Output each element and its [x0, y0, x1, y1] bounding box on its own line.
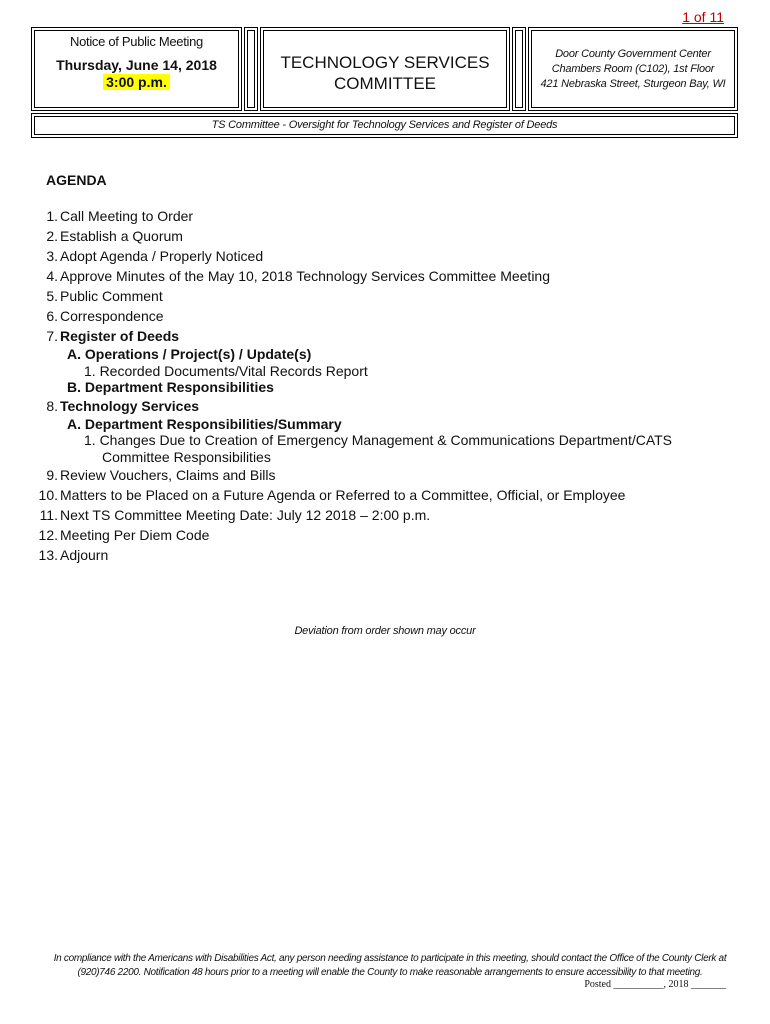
agenda-heading: AGENDA [46, 172, 107, 188]
agenda-item: 8. Technology Services [46, 397, 200, 414]
meeting-time: 3:00 p.m. [103, 74, 170, 90]
agenda-subsubitem: 1. Changes Due to Creation of Emergency Management & Communications Department/CATS [84, 432, 673, 448]
agenda-subitem: A. Operations / Project(s) / Update(s) [67, 346, 312, 362]
agenda-item: 9. Review Vouchers, Claims and Bills [46, 467, 276, 483]
notice-label: Notice of Public Meeting [70, 34, 203, 49]
agenda-item: 1. Call Meeting to Order [46, 208, 194, 224]
location-box [528, 27, 738, 111]
agenda-subitem: B. Department Responsibilities [67, 379, 274, 395]
agenda-item: 5. Public Comment [46, 288, 163, 304]
ada-notice: In compliance with the Americans with Disabilities Act, any person needing assistance to participate in this meeting, should contact the Office of the County Clerk at (920)746 2200. Notification 48 hours prior to a meeting will enable the County to make reasonable arrangements to ensure accessibility to that meeting. [53, 953, 727, 978]
header-divider [244, 27, 258, 111]
committee-title: TECHNOLOGY SERVICES COMMITTEE [280, 53, 490, 93]
agenda-item: 12. Meeting Per Diem Code [38, 527, 210, 543]
agenda-item: 6. Correspondence [46, 308, 164, 324]
agenda-list [34, 206, 734, 565]
posted-line: Posted __________, 2018 _______ [584, 979, 726, 990]
agenda-item: 4. Approve Minutes of the May 10, 2018 Technology Services Committee Meeting [46, 268, 550, 284]
committee-box [260, 27, 510, 111]
committee-subtitle-bar [31, 113, 738, 138]
agenda-item: 7. Register of Deeds [46, 328, 180, 344]
meeting-header [31, 27, 738, 111]
header-divider [512, 27, 526, 111]
agenda-subsubitem-continued: Committee Responsibilities [102, 448, 271, 465]
agenda-item: 11. Next TS Committee Meeting Date: July 12 2018 – 2:00 p.m. [39, 507, 431, 523]
agenda-item: 3. Adopt Agenda / Properly Noticed [46, 248, 264, 264]
meeting-location: Door County Government Center Chambers Room (C102), 1st Floor 421 Nebraska Street, Sturgeon Bay, WI [540, 48, 726, 90]
agenda-item: 10. Matters to be Placed on a Future Agenda or Referred to a Committee, Official, or Employee [38, 487, 626, 503]
page-number: 1 of 11 [682, 9, 724, 25]
agenda-item: 13. Adjourn [38, 547, 109, 563]
meeting-date: Thursday, June 14, 2018 [56, 57, 217, 73]
deviation-note: Deviation from order shown may occur [294, 625, 476, 637]
agenda-subitem: A. Department Responsibilities/Summary [67, 415, 342, 432]
agenda-subsubitem: 1. Recorded Documents/Vital Records Report [84, 362, 368, 379]
agenda-item: 2. Establish a Quorum [46, 228, 183, 244]
meeting-datetime-box [31, 27, 242, 111]
committee-subtitle: TS Committee - Oversight for Technology Services and Register of Deeds [34, 116, 735, 135]
